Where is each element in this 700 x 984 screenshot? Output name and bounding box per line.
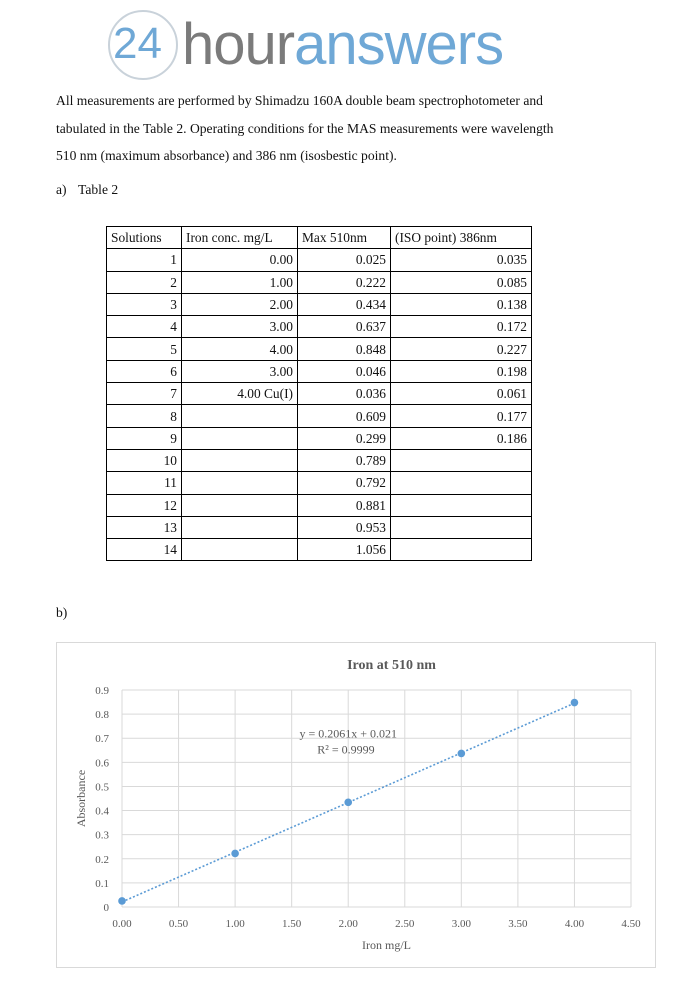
trendline-equation: y = 0.2061x + 0.021	[299, 726, 397, 741]
table-cell: 0.085	[391, 271, 532, 293]
data-point	[571, 699, 579, 707]
table-cell: 1	[107, 249, 182, 271]
table-cell: 5	[107, 338, 182, 360]
table-cell	[182, 494, 298, 516]
x-tick-label: 0.50	[168, 918, 189, 930]
table-row	[107, 472, 532, 494]
table-cell: 0.609	[298, 405, 391, 427]
table-cell: 0.792	[298, 472, 391, 494]
table-cell: 0.848	[298, 338, 391, 360]
y-tick-label: 0.6	[95, 757, 109, 770]
table-cell: 0.789	[298, 449, 391, 471]
table-header: Solutions	[107, 227, 182, 249]
table-cell: 3	[107, 293, 182, 315]
table-cell: 2.00	[182, 293, 298, 315]
table-cell: 12	[107, 494, 182, 516]
table-row	[107, 271, 532, 293]
section-title: Table 2	[78, 182, 119, 197]
table-cell: 0.046	[298, 360, 391, 382]
x-tick-label: 2.00	[338, 918, 358, 930]
x-tick-label: 1.50	[282, 918, 302, 930]
table-cell: 1.056	[298, 539, 391, 561]
table-cell: 14	[107, 539, 182, 561]
x-axis-label: Iron mg/L	[362, 938, 411, 952]
table-row	[107, 293, 532, 315]
table-cell: 7	[107, 383, 182, 405]
table-cell	[182, 427, 298, 449]
x-tick-label: 4.50	[621, 918, 641, 930]
table-row	[107, 427, 532, 449]
x-tick-label: 3.50	[508, 918, 528, 930]
table-cell: 0.036	[298, 383, 391, 405]
table-cell: 0.172	[391, 316, 532, 338]
table-cell	[182, 539, 298, 561]
table-cell	[182, 449, 298, 471]
intro-line: 510 nm (maximum absorbance) and 386 nm (isosbestic point).	[56, 148, 397, 163]
table-cell: 10	[107, 449, 182, 471]
x-tick-label: 2.50	[395, 918, 415, 930]
table-row	[107, 449, 532, 471]
y-tick-label: 0.4	[95, 805, 109, 818]
chart-svg	[57, 643, 657, 969]
table-row	[107, 383, 532, 405]
table-cell	[182, 472, 298, 494]
table-row	[107, 539, 532, 561]
section-a-heading	[56, 182, 118, 198]
logo-word-hour: hour	[182, 12, 295, 77]
y-tick-label: 0	[103, 902, 109, 914]
table-row	[107, 405, 532, 427]
table-cell: 0.061	[391, 383, 532, 405]
table-cell: 0.881	[298, 494, 391, 516]
data-point	[458, 750, 466, 758]
table-row	[107, 516, 532, 538]
logo-number: 24	[113, 19, 162, 68]
data-point	[344, 799, 352, 807]
intro-line: All measurements are performed by Shimadzu 160A double beam spectrophotometer and	[56, 93, 543, 108]
table-cell: 0.035	[391, 249, 532, 271]
table-cell: 0.227	[391, 338, 532, 360]
table-cell	[182, 516, 298, 538]
data-point	[231, 850, 239, 858]
y-tick-label: 0.1	[95, 877, 109, 890]
chart-title: Iron at 510 nm	[347, 658, 436, 673]
table-cell: 4.00	[182, 338, 298, 360]
data-table	[106, 226, 532, 561]
x-tick-label: 1.00	[225, 918, 245, 930]
y-tick-label: 0.2	[95, 853, 109, 866]
x-tick-label: 3.00	[451, 918, 471, 930]
table-cell: 4.00 Cu(I)	[182, 383, 298, 405]
y-tick-label: 0.7	[95, 733, 109, 746]
table-cell: 6	[107, 360, 182, 382]
table-cell: 1.00	[182, 271, 298, 293]
table-cell: 11	[107, 472, 182, 494]
table-cell: 2	[107, 271, 182, 293]
table-row	[107, 249, 532, 271]
intro-paragraph	[56, 87, 656, 170]
table-cell: 0.637	[298, 316, 391, 338]
section-letter: a)	[56, 182, 67, 197]
data-point	[118, 897, 126, 905]
table-cell: 9	[107, 427, 182, 449]
y-tick-label: 0.9	[95, 685, 109, 697]
section-b-heading	[56, 605, 78, 621]
table-cell: 0.299	[298, 427, 391, 449]
table-cell: 0.138	[391, 293, 532, 315]
y-axis-label: Absorbance	[74, 769, 88, 828]
x-tick-label: 4.00	[564, 918, 585, 930]
r-squared-label: R² = 0.9999	[317, 742, 375, 757]
table-header: (ISO point) 386nm	[391, 227, 532, 249]
table-cell: 0.00	[182, 249, 298, 271]
table-row	[107, 338, 532, 360]
y-tick-label: 0.8	[95, 709, 109, 722]
table-cell	[391, 494, 532, 516]
table-cell: 3.00	[182, 316, 298, 338]
section-letter: b)	[56, 605, 68, 620]
table-cell: 0.953	[298, 516, 391, 538]
logo-wordmark	[182, 12, 504, 77]
table-header: Iron conc. mg/L	[182, 227, 298, 249]
y-tick-label: 0.5	[95, 781, 109, 794]
table-cell: 0.434	[298, 293, 391, 315]
table-cell: 0.025	[298, 249, 391, 271]
table-body	[107, 249, 532, 561]
intro-line: tabulated in the Table 2. Operating conditions for the MAS measurements were wavelength	[56, 120, 554, 136]
table-cell	[391, 516, 532, 538]
table-cell	[182, 405, 298, 427]
table-cell: 4	[107, 316, 182, 338]
table-row	[107, 316, 532, 338]
table-header: Max 510nm	[298, 227, 391, 249]
logo-word-answers: answers	[294, 12, 504, 77]
table-cell	[391, 472, 532, 494]
table-cell: 8	[107, 405, 182, 427]
y-tick-label: 0.3	[95, 829, 109, 842]
table-header-row	[107, 227, 532, 249]
x-tick-label: 0.00	[112, 918, 132, 930]
table-cell: 0.222	[298, 271, 391, 293]
table-cell: 0.186	[391, 427, 532, 449]
table-cell: 0.198	[391, 360, 532, 382]
table-row	[107, 494, 532, 516]
table-row	[107, 360, 532, 382]
chart-container	[56, 642, 656, 968]
logo	[108, 10, 578, 80]
table-cell: 0.177	[391, 405, 532, 427]
table-cell: 13	[107, 516, 182, 538]
table-cell	[391, 539, 532, 561]
table-cell: 3.00	[182, 360, 298, 382]
table-cell	[391, 449, 532, 471]
